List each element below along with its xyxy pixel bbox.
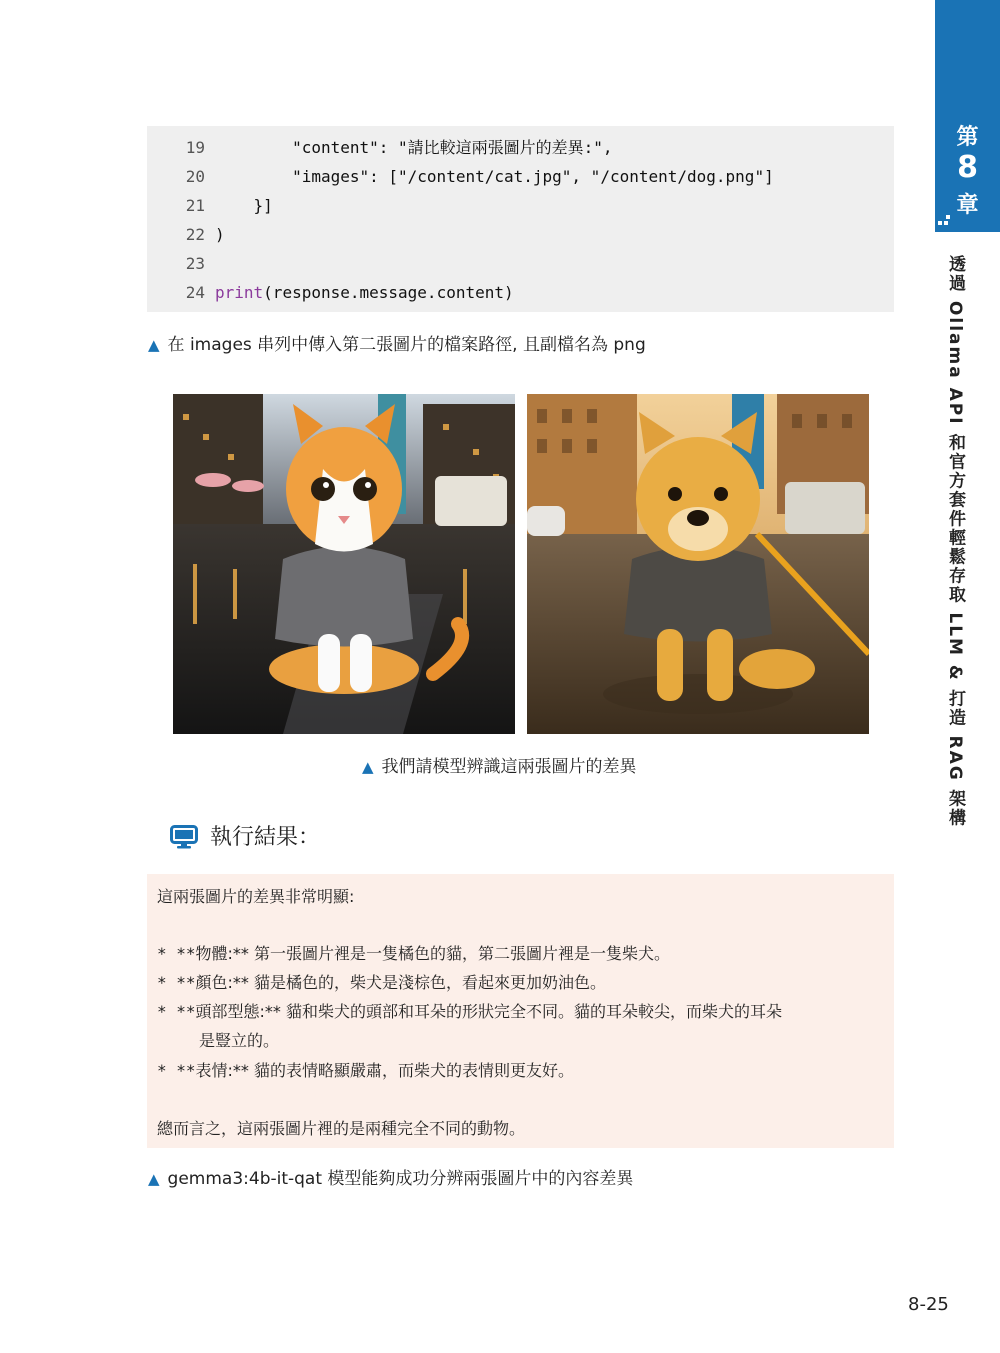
code-text: "images": ["/content/cat.jpg", "/content/dog.png"] [215, 167, 774, 186]
triangle-icon: ▲ [148, 1170, 160, 1188]
line-number: 19 [185, 138, 205, 157]
output-box [147, 874, 894, 1148]
bullet-text: 表情:** 貓的表情略顯嚴肅，而柴犬的表情則更友好。 [195, 1061, 575, 1080]
bullet-marker: * ** [157, 1002, 196, 1021]
cat-photo [173, 394, 515, 734]
code-text: (response.message.content) [263, 283, 514, 302]
output-bullet [157, 971, 606, 995]
images-caption-text: 我們請模型辨識這兩張圖片的差異 [381, 757, 637, 777]
chapter-side-title: 透過 Ollama API 和官方套件輕鬆存取 LLM & 打造 RAG 架構 [945, 255, 965, 828]
bullet-text: 頭部型態:** 貓和柴犬的頭部和耳朵的形狀完全不同。貓的耳朵較尖，而柴犬的耳朵 [195, 1002, 783, 1021]
dog-photo [527, 394, 869, 734]
chapter-label-top: 第 [956, 125, 979, 150]
code-block [147, 126, 894, 312]
code-caption-text: 在 images 串列中傳入第二張圖片的檔案路徑, 且副檔名為 png [167, 335, 646, 355]
code-line [147, 223, 225, 247]
line-number: 22 [185, 225, 205, 244]
code-text: "content": "請比較這兩張圖片的差異:", [215, 138, 613, 157]
images-caption [362, 752, 637, 777]
chapter-tab [935, 0, 1000, 232]
output-conclusion: 總而言之，這兩張圖片裡的是兩種完全不同的動物。 [157, 1119, 526, 1138]
output-bullet [157, 1000, 782, 1024]
page-number: 8-25 [908, 1294, 949, 1315]
code-line [147, 252, 215, 276]
chapter-label-bottom: 章 [956, 193, 979, 218]
output-bullet-continuation: 是豎立的。 [199, 1031, 280, 1050]
code-line [147, 281, 514, 305]
code-line [147, 136, 613, 160]
output-bullet [157, 1059, 574, 1083]
line-number: 24 [185, 283, 205, 302]
bullet-marker: * ** [157, 1061, 196, 1080]
monitor-icon [170, 825, 198, 849]
code-text: ) [215, 225, 225, 244]
code-line [147, 165, 774, 189]
output-caption-text: gemma3:4b-it-qat 模型能夠成功分辨兩張圖片中的內容差異 [167, 1169, 634, 1189]
line-number: 23 [185, 254, 205, 273]
tab-corner-decoration [938, 213, 950, 225]
line-number: 20 [185, 167, 205, 186]
output-caption [148, 1164, 633, 1189]
code-text: }] [215, 196, 273, 215]
bullet-text: 顏色:** 貓是橘色的，柴犬是淺棕色，看起來更加奶油色。 [195, 973, 607, 992]
bullet-text: 物體:** 第一張圖片裡是一隻橘色的貓，第二張圖片裡是一隻柴犬。 [195, 944, 671, 963]
code-line [147, 194, 273, 218]
bullet-marker: * ** [157, 944, 196, 963]
output-intro: 這兩張圖片的差異非常明顯: [157, 887, 355, 906]
triangle-icon: ▲ [148, 336, 160, 354]
chapter-number: 8 [957, 150, 978, 185]
code-keyword: print [215, 283, 264, 302]
result-title: 執行結果： [210, 825, 321, 850]
bullet-marker: * ** [157, 973, 196, 992]
line-number: 21 [185, 196, 205, 215]
triangle-icon: ▲ [362, 758, 374, 776]
output-bullet [157, 942, 670, 966]
code-caption [148, 330, 646, 355]
